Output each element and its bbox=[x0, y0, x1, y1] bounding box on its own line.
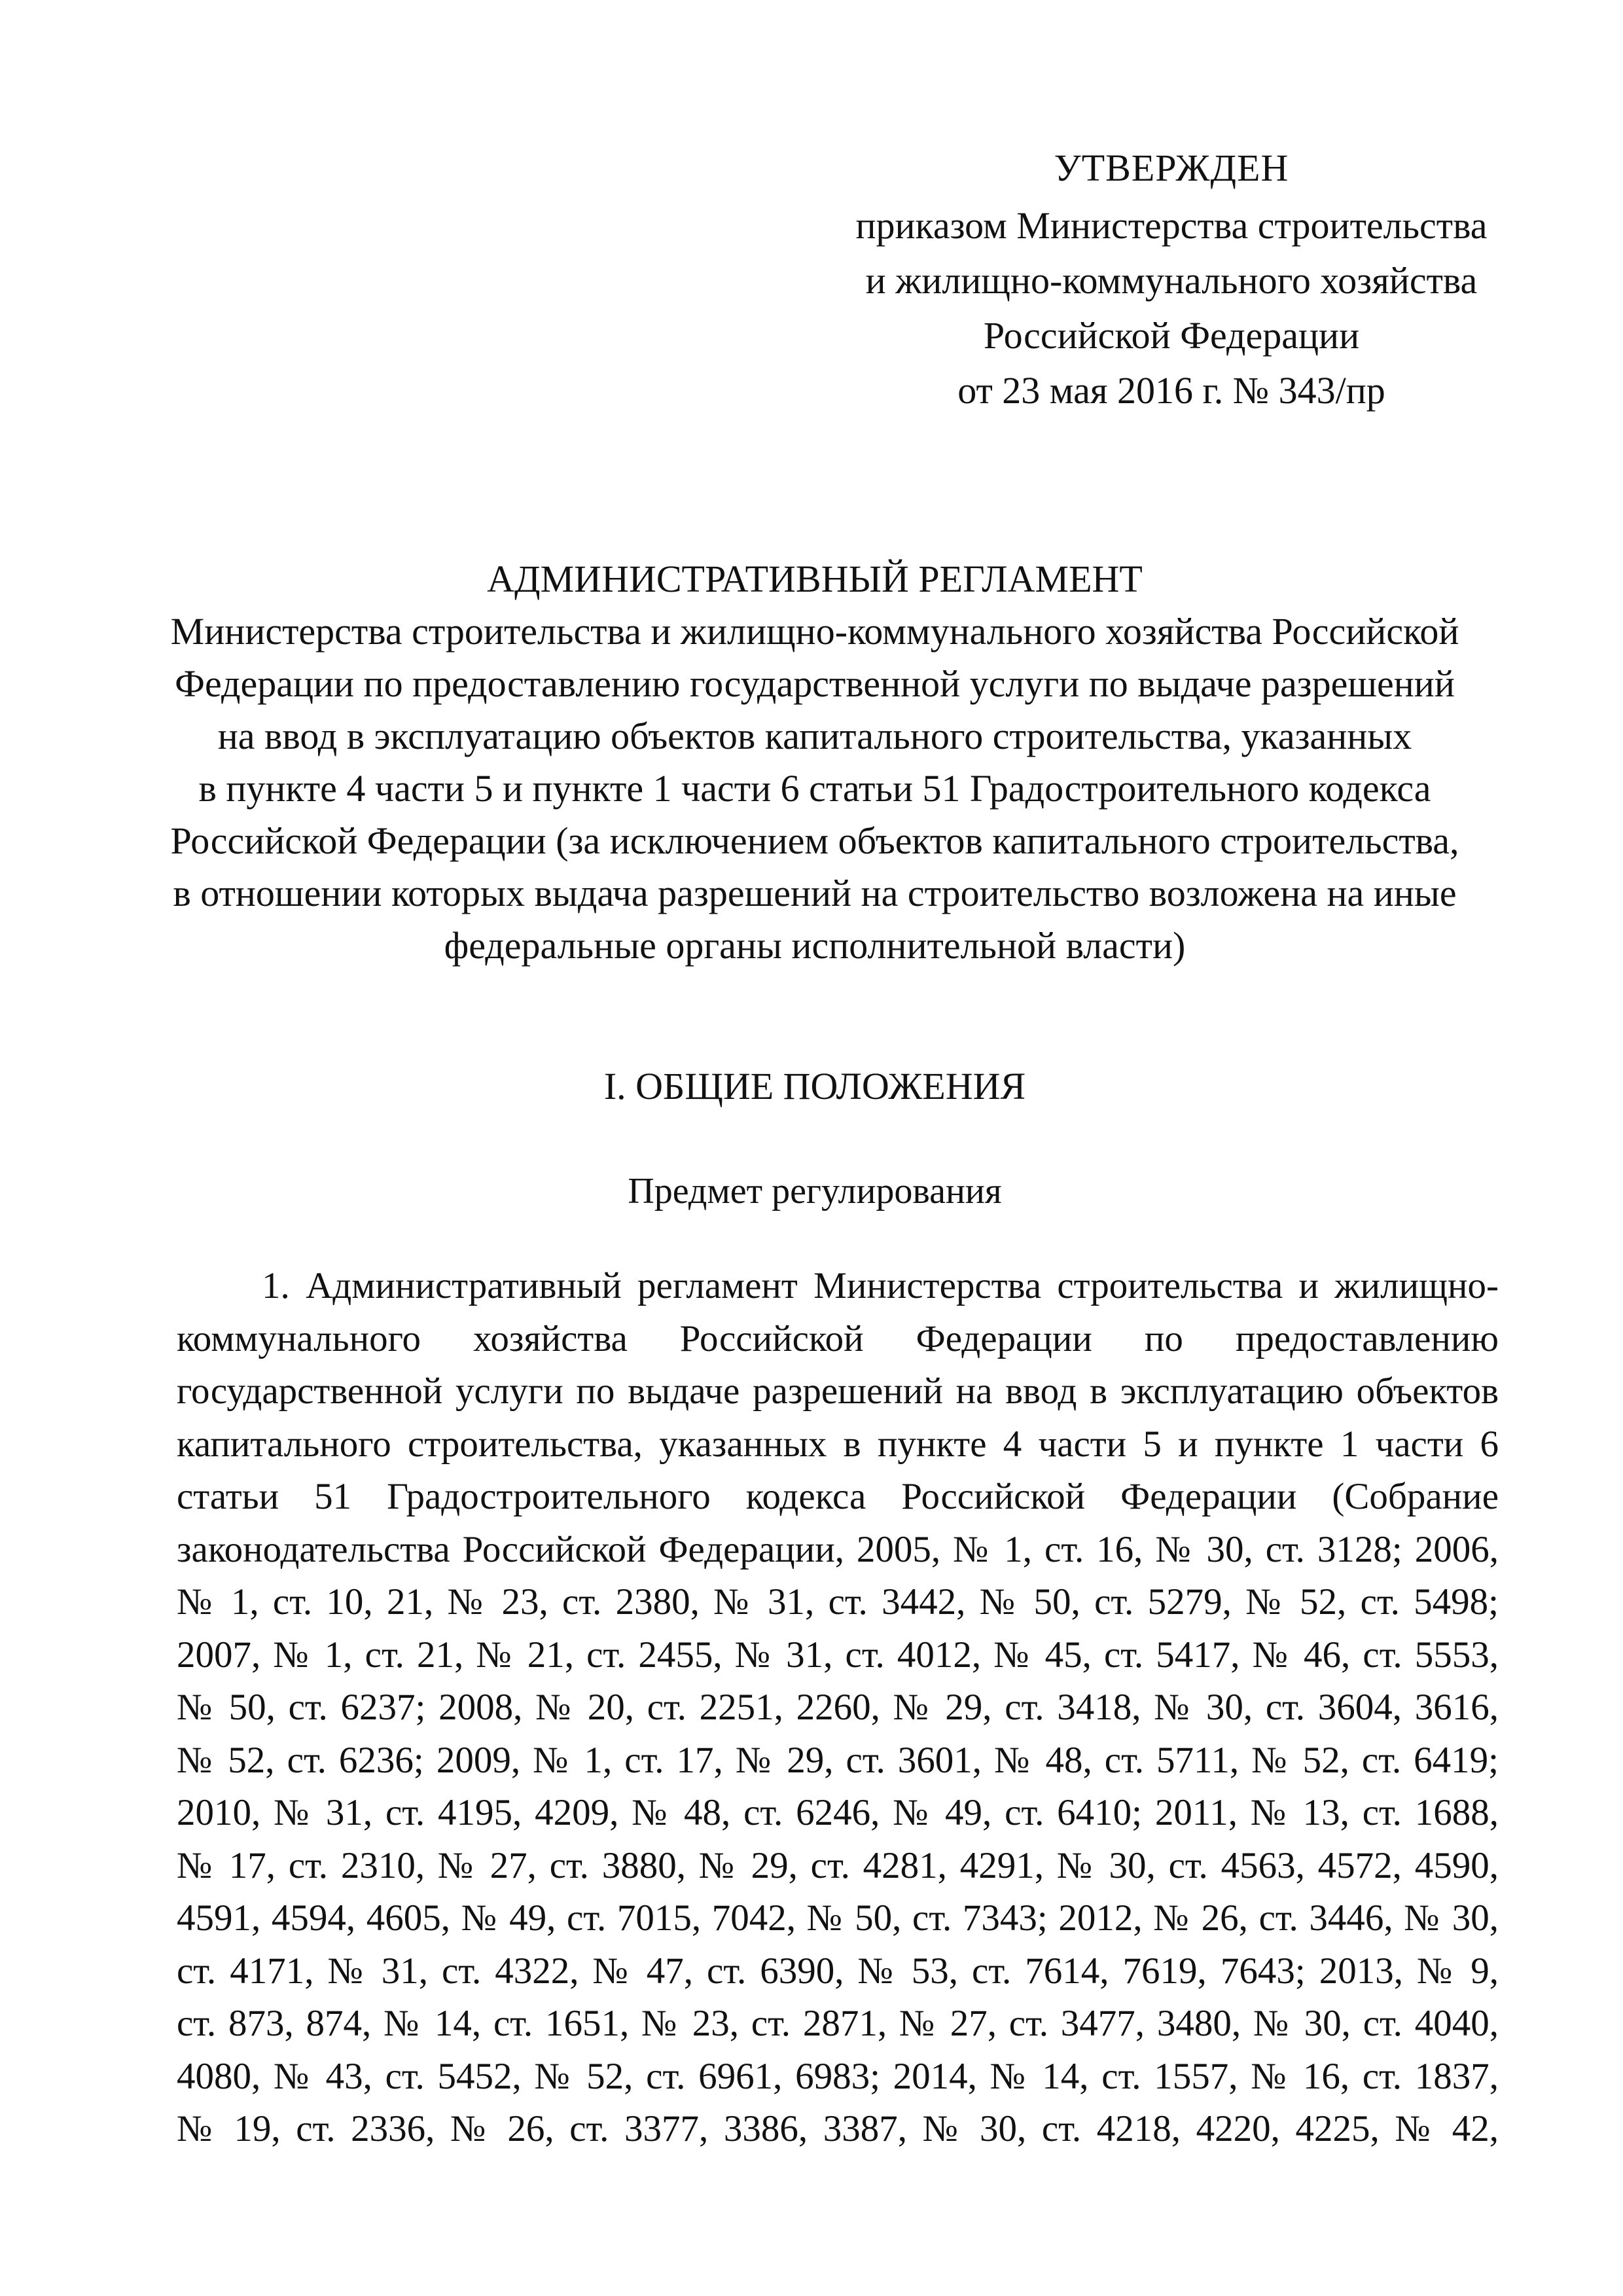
title-line: Российской Федерации (за исключением объектов капитального строительства, bbox=[170, 819, 1459, 862]
paragraph-line: 4591, 4594, 4605, № 49, ст. 7015, 7042, № 50, ст. 7343; 2012, № 26, ст. 3446, № 30, bbox=[177, 1897, 1499, 1939]
paragraph-line: законодательства Российской Федерации, 2005, № 1, ст. 16, № 30, ст. 3128; 2006, bbox=[177, 1528, 1499, 1570]
paragraph-line: № 52, ст. 6236; 2009, № 1, ст. 17, № 29, ст. 3601, № 48, ст. 5711, № 52, ст. 6419; bbox=[177, 1739, 1499, 1781]
approval-line: Российской Федерации bbox=[983, 314, 1360, 357]
paragraph-1 bbox=[177, 1260, 1499, 2156]
section-heading: I. ОБЩИЕ ПОЛОЖЕНИЯ bbox=[603, 1065, 1026, 1107]
paragraph-line: капитального строительства, указанных в пункте 4 части 5 и пункте 1 части 6 bbox=[177, 1423, 1499, 1465]
subsection-heading: Предмет регулирования bbox=[628, 1171, 1002, 1211]
paragraph-line: № 17, ст. 2310, № 27, ст. 3880, № 29, ст. 4281, 4291, № 30, ст. 4563, 4572, 4590, bbox=[177, 1844, 1499, 1886]
approved-heading: УТВЕРЖДЕН bbox=[1054, 147, 1289, 189]
paragraph-line: № 1, ст. 10, 21, № 23, ст. 2380, № 31, ст. 3442, № 50, ст. 5279, № 52, ст. 5498; bbox=[177, 1581, 1499, 1623]
approval-stamp-block bbox=[831, 141, 1512, 418]
paragraph-line: 4080, № 43, ст. 5452, № 52, ст. 6961, 6983; 2014, № 14, ст. 1557, № 16, ст. 1837, bbox=[177, 2055, 1499, 2097]
paragraph-line: № 50, ст. 6237; 2008, № 20, ст. 2251, 2260, № 29, ст. 3418, № 30, ст. 3604, 3616, bbox=[177, 1687, 1499, 1728]
paragraph-line: 2010, № 31, ст. 4195, 4209, № 48, ст. 6246, № 49, ст. 6410; 2011, № 13, ст. 1688, bbox=[177, 1792, 1499, 1833]
approval-date-line: от 23 мая 2016 г. № 343/пр bbox=[957, 369, 1385, 412]
paragraph-line: № 19, ст. 2336, № 26, ст. 3377, 3386, 3387, № 30, ст. 4218, 4220, 4225, № 42, bbox=[177, 2108, 1499, 2149]
title-line: на ввод в эксплуатацию объектов капитального строительства, указанных bbox=[217, 715, 1412, 757]
paragraph-line: 1. Административный регламент Министерства строительства и жилищно- bbox=[262, 1265, 1499, 1306]
paragraph-line: государственной услуги по выдаче разрешений на ввод в эксплуатацию объектов bbox=[177, 1371, 1499, 1412]
approval-line: и жилищно-коммунального хозяйства bbox=[865, 259, 1478, 302]
document-title-block bbox=[131, 553, 1499, 972]
title-line: федеральные органы исполнительной власти) bbox=[444, 924, 1186, 967]
title-line: Федерации по предоставлению государственной услуги по выдаче разрешений bbox=[175, 662, 1455, 705]
approval-line: приказом Министерства строительства bbox=[855, 204, 1488, 247]
paragraph-line: ст. 4171, № 31, ст. 4322, № 47, ст. 6390, № 53, ст. 7614, 7619, 7643; 2013, № 9, bbox=[177, 1950, 1499, 1992]
paragraph-line: коммунального хозяйства Российской Федерации по предоставлению bbox=[177, 1318, 1499, 1359]
title-line: в отношении которых выдача разрешений на строительство возложена на иные bbox=[173, 872, 1457, 914]
title-line: Министерства строительства и жилищно-коммунального хозяйства Российской bbox=[170, 610, 1459, 653]
document-title: АДМИНИСТРАТИВНЫЙ РЕГЛАМЕНТ bbox=[487, 558, 1143, 600]
paragraph-line: ст. 873, 874, № 14, ст. 1651, № 23, ст. 2871, № 27, ст. 3477, 3480, № 30, ст. 4040, bbox=[177, 2003, 1499, 2044]
paragraph-line: статьи 51 Градостроительного кодекса Российской Федерации (Собрание bbox=[177, 1476, 1499, 1517]
paragraph-line: 2007, № 1, ст. 21, № 21, ст. 2455, № 31, ст. 4012, № 45, ст. 5417, № 46, ст. 5553, bbox=[177, 1634, 1499, 1676]
title-line: в пункте 4 части 5 и пункте 1 части 6 статьи 51 Градостроительного кодекса bbox=[198, 767, 1431, 810]
